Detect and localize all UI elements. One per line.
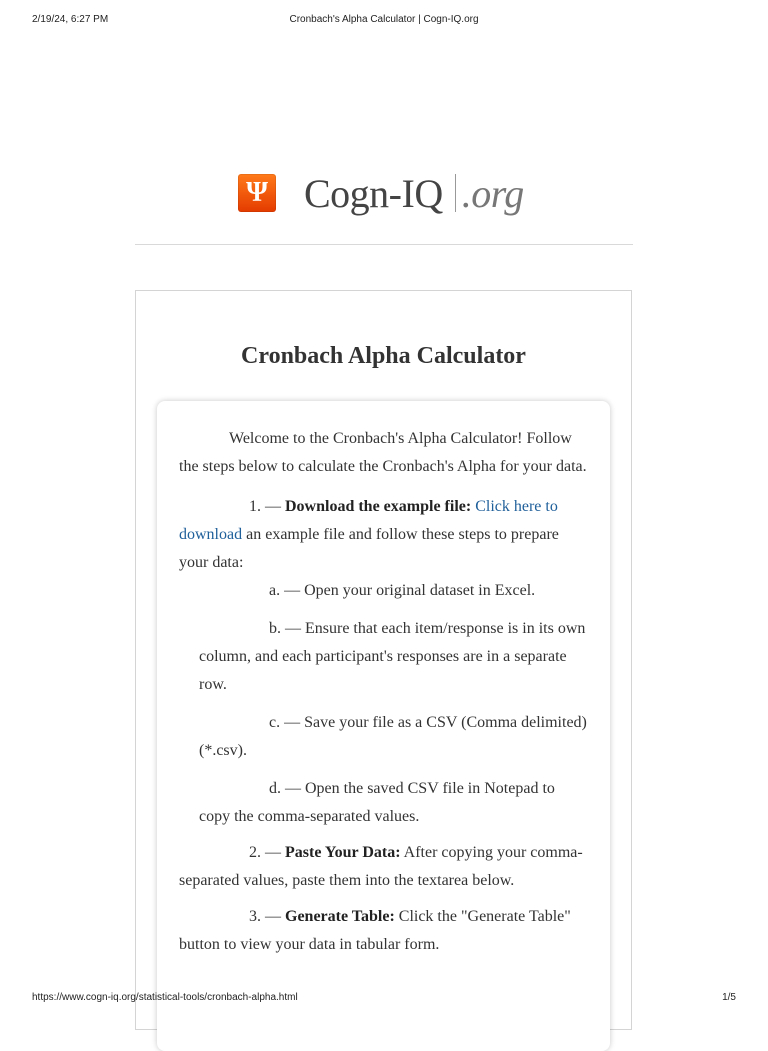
substep-d: d. — Open the saved CSV file in Notepad to copy the comma-separated values. (199, 780, 555, 825)
step-3 (179, 903, 588, 959)
intro-text: Welcome to the Cronbach's Alpha Calculator! Follow the steps below to calculate the Cronbach's Alpha for your data. (179, 430, 587, 475)
print-datetime: 2/19/24, 6:27 PM (32, 14, 109, 25)
step-2-number: 2. — (249, 844, 281, 861)
logo-name: Cogn-IQ (304, 170, 443, 216)
substep-a: a. — Open your original dataset in Excel. (269, 582, 536, 599)
step-1-text: an example file and follow these steps to prepare your data: (179, 526, 559, 571)
header-divider (135, 244, 633, 245)
step-1-heading: Download the example file: (285, 498, 472, 515)
step-2-text: After copying your comma-separated values, paste them into the textarea below. (179, 844, 583, 889)
step-1-substeps (199, 577, 588, 831)
step-1 (179, 493, 588, 577)
psi-icon (238, 174, 276, 212)
print-url: https://www.cogn-iq.org/statistical-tools/cronbach-alpha.html (32, 992, 298, 1003)
download-example-link[interactable]: Click here to download (179, 498, 558, 543)
calculator-panel (135, 290, 632, 1030)
step-3-heading: Generate Table: (285, 908, 395, 925)
substep-c: c. — Save your file as a CSV (Comma delimited) (*.csv). (199, 714, 587, 759)
psi-symbol: Ψ (246, 177, 268, 208)
logo-separator (455, 174, 456, 212)
step-3-number: 3. — (249, 908, 281, 925)
print-page-number: 1/5 (722, 992, 736, 1003)
print-page-title: Cronbach's Alpha Calculator | Cogn-IQ.org (289, 14, 479, 25)
logo-wordmark (304, 170, 524, 217)
print-footer (0, 992, 768, 1012)
step-2 (179, 839, 588, 895)
page-title: Cronbach Alpha Calculator (241, 343, 526, 369)
step-2-heading: Paste Your Data: (285, 844, 401, 861)
logo-suffix: .org (461, 170, 524, 216)
site-logo[interactable] (238, 168, 524, 218)
print-header (0, 14, 768, 34)
step-3-text: Click the "Generate Table" button to view your data in tabular form. (179, 908, 571, 953)
substep-b: b. — Ensure that each item/response is in its own column, and each participant's responses are in a separate row. (199, 620, 586, 693)
instructions-card (157, 401, 610, 1051)
step-1-number: 1. — (249, 498, 281, 515)
